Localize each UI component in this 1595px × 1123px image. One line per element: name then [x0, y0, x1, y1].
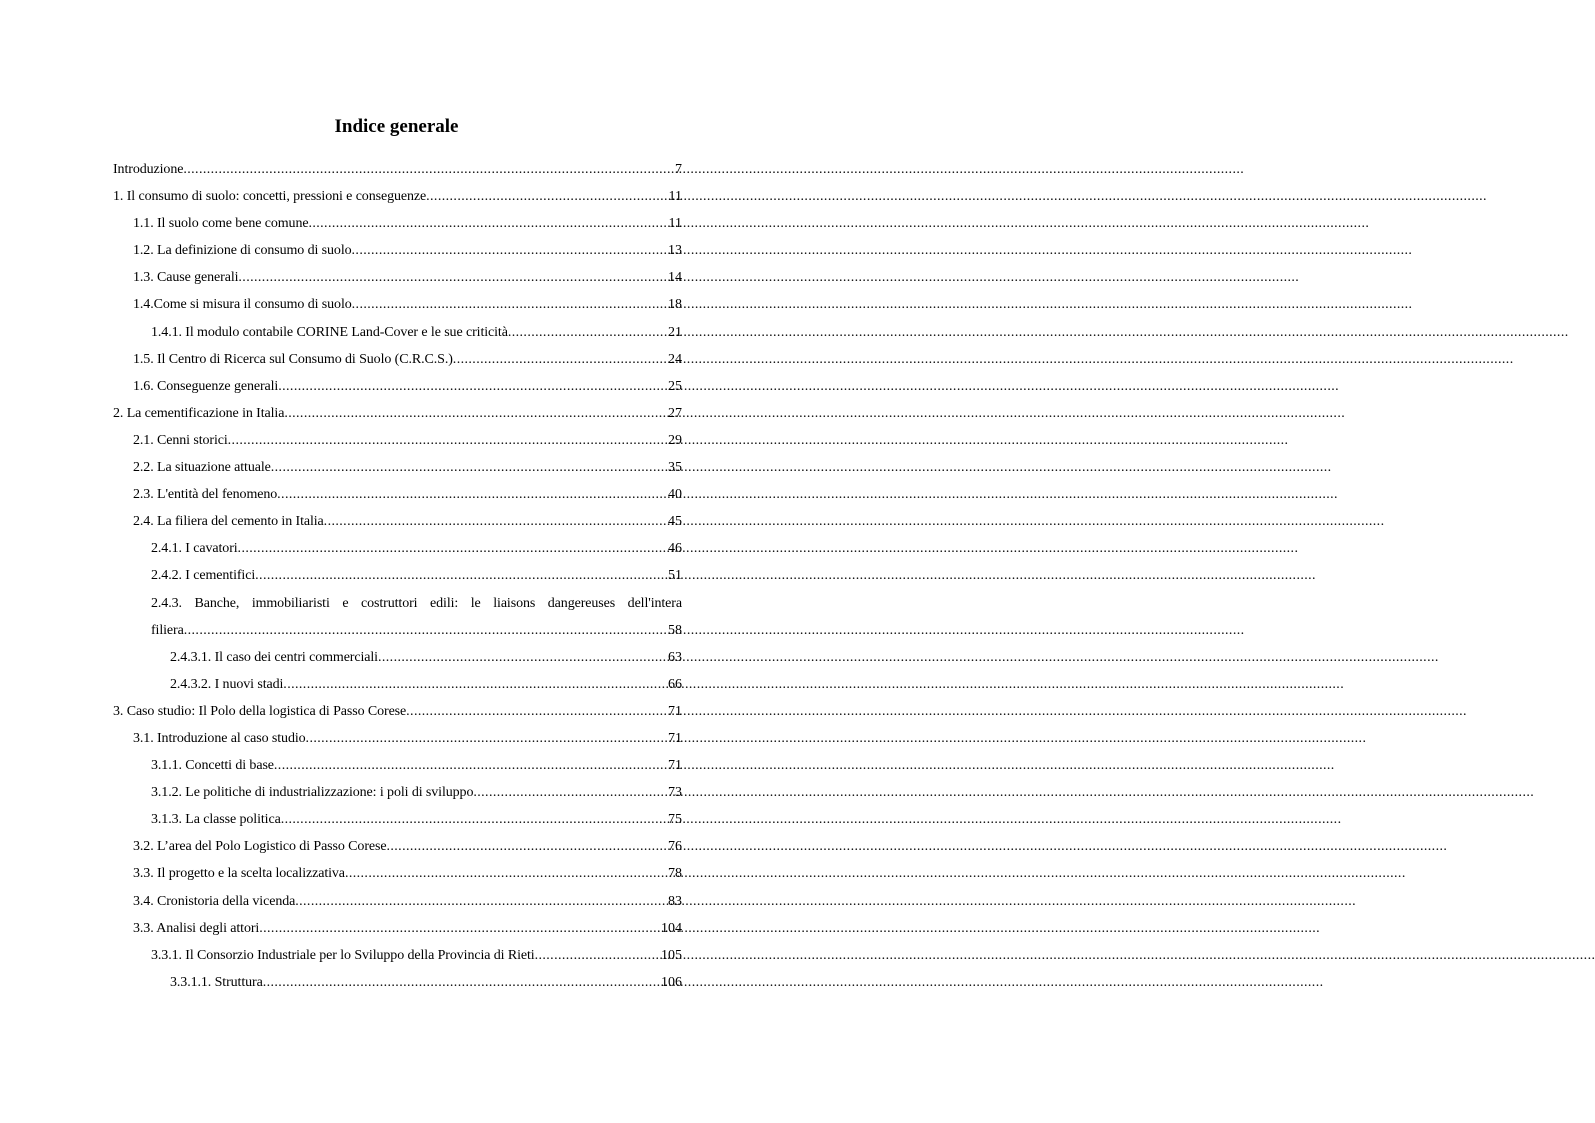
- toc-entry-title: 3.1.1. Concetti di base: [151, 758, 274, 774]
- toc-entry[interactable]: [113, 264, 682, 291]
- toc-dot-leader: [453, 346, 668, 373]
- toc-entry-page-number: 25: [668, 378, 682, 394]
- toc-entry[interactable]: [113, 346, 682, 373]
- toc-dot-leader: [535, 942, 661, 969]
- toc-entry-page-number: 24: [668, 351, 682, 367]
- toc-entry-title: 3. Caso studio: Il Polo della logistica di Passo Corese: [113, 703, 407, 719]
- toc-entry[interactable]: [113, 373, 682, 400]
- toc-entry[interactable]: [113, 237, 682, 264]
- toc-dot-leader: [426, 183, 668, 210]
- toc-dot-leader: [259, 915, 661, 942]
- toc-dot-leader: [306, 725, 668, 752]
- toc-entry-title: 2.4.2. I cementifici: [151, 568, 256, 584]
- toc-entry-title: 3.3. Il progetto e la scelta localizzativa: [133, 866, 345, 882]
- toc-entry-title: 3.1.2. Le politiche di industrializzazione: i poli di sviluppo: [151, 785, 474, 801]
- toc-entry-page-number: 13: [668, 243, 682, 259]
- toc-dot-leader: [277, 481, 668, 508]
- toc-entry-page-number: 106: [661, 974, 682, 990]
- toc-entry[interactable]: [113, 969, 682, 996]
- toc-entry-page-number: 40: [668, 487, 682, 503]
- toc-entry[interactable]: [113, 644, 682, 671]
- toc-dot-leader: [508, 319, 668, 346]
- toc-entry-title: 3.4. Cronistoria della vicenda: [133, 893, 296, 909]
- toc-entry-title: 1.3. Cause generali: [133, 270, 239, 286]
- toc-entry-page-number: 11: [668, 189, 682, 205]
- toc-entry-page-number: 104: [661, 920, 682, 936]
- page-title: Indice generale: [334, 116, 459, 137]
- toc-entry[interactable]: [113, 535, 682, 562]
- toc-entry-title: 2.2. La situazione attuale: [133, 460, 271, 476]
- toc-dot-leader: [378, 644, 668, 671]
- toc-dot-leader: [271, 454, 668, 481]
- toc-entry-title: 2.4. La filiera del cemento in Italia: [133, 514, 324, 530]
- toc-entry[interactable]: [113, 481, 682, 508]
- toc-entry[interactable]: [113, 319, 682, 346]
- toc-entry-page-number: 76: [668, 839, 682, 855]
- toc-dot-leader: [473, 779, 668, 806]
- toc-entry-page-number: 14: [668, 270, 682, 286]
- toc-entry[interactable]: [113, 400, 682, 427]
- toc-entry[interactable]: [113, 698, 682, 725]
- toc-entry-title: Introduzione: [113, 162, 184, 177]
- toc-dot-leader: [352, 291, 668, 318]
- toc-entry[interactable]: [113, 183, 682, 210]
- toc-entry[interactable]: [113, 454, 682, 481]
- toc-entry[interactable]: [113, 752, 682, 779]
- toc-entry[interactable]: [113, 671, 682, 698]
- toc-entry-page-number: 78: [668, 866, 682, 882]
- toc-entry-page-number: 45: [668, 514, 682, 530]
- toc-dot-leader: [295, 888, 668, 915]
- toc-entry[interactable]: [113, 427, 682, 454]
- toc-entry-title: 3.3.1.1. Struttura: [170, 974, 263, 990]
- toc-entry-title: 1.6. Conseguenze generali: [133, 378, 279, 394]
- toc-dot-leader: [255, 562, 668, 589]
- toc-dot-leader: [238, 535, 668, 562]
- toc-entry-page-number: 29: [668, 432, 682, 448]
- toc-entry-title: 1.2. La definizione di consumo di suolo: [133, 243, 352, 259]
- toc-entry-title: 1.4.1. Il modulo contabile CORINE Land-Cover e le sue criticità: [151, 324, 508, 340]
- toc-entry-page-number: 71: [668, 730, 682, 746]
- toc-entry-page-number: 105: [661, 947, 682, 963]
- toc-dot-leader: [345, 860, 668, 887]
- toc-dot-leader: [263, 969, 661, 996]
- toc-entry-page-number: 11: [668, 216, 682, 232]
- toc-entry-title: 2.4.1. I cavatori: [151, 541, 238, 557]
- toc-entry[interactable]: [113, 508, 682, 535]
- toc-entry-page-number: 51: [668, 568, 682, 584]
- toc-entry-page-number: 46: [668, 541, 682, 557]
- toc-entry[interactable]: [113, 942, 682, 969]
- toc-entry-page-number: 73: [668, 785, 682, 801]
- toc-dot-leader: [324, 508, 668, 535]
- toc-entry-page-number: 35: [668, 460, 682, 476]
- toc-entry-page-number: 83: [668, 893, 682, 909]
- toc-entry-page-number: 27: [668, 405, 682, 421]
- toc-dot-leader: [284, 400, 668, 427]
- toc-entry[interactable]: [113, 617, 682, 644]
- toc-entry-page-number: 66: [668, 676, 682, 692]
- toc-entry-title: 3.1. Introduzione al caso studio: [133, 730, 306, 746]
- toc-entry-title: 1. Il consumo di suolo: concetti, pressioni e conseguenze: [113, 189, 427, 205]
- toc-entry[interactable]: [113, 888, 682, 915]
- toc-entry-title: 1.5. Il Centro di Ricerca sul Consumo di Suolo (C.R.C.S.): [133, 351, 453, 367]
- toc-entry[interactable]: [113, 725, 682, 752]
- toc-dot-leader: [228, 427, 668, 454]
- toc-entry-title: 1.1. Il suolo come bene comune: [133, 216, 309, 232]
- toc-entry-page-number: 18: [668, 297, 682, 313]
- toc-dot-leader: [386, 833, 668, 860]
- toc-entry[interactable]: [113, 156, 682, 183]
- toc-entry-title: 2.4.3.1. Il caso dei centri commerciali: [170, 649, 378, 665]
- toc-dot-leader: [308, 210, 668, 237]
- toc-dot-leader: [274, 752, 668, 779]
- toc-entry[interactable]: [113, 915, 682, 942]
- toc-entry-title: 2.4.3. Banche, immobiliaristi e costruttori edili: le liaisons dangereuses dell'intera: [151, 595, 682, 611]
- toc-dot-leader: [352, 237, 668, 264]
- toc-entry[interactable]: [113, 806, 682, 833]
- toc-entry[interactable]: [113, 779, 682, 806]
- toc-entry-page-number: 58: [668, 622, 682, 638]
- toc-entry-title: filiera: [151, 622, 184, 638]
- toc-dot-leader: [278, 373, 668, 400]
- toc-entry[interactable]: [113, 833, 682, 860]
- toc-entry[interactable]: [113, 210, 682, 237]
- toc-entry-page-number: 7: [675, 162, 682, 177]
- toc-entry-title: 3.2. L’area del Polo Logistico di Passo Corese: [133, 839, 387, 855]
- toc-entry-title: 3.3. Analisi degli attori: [133, 920, 260, 936]
- toc-entry-title: 2.4.3.2. I nuovi stadi: [170, 676, 284, 692]
- toc-dot-leader: [183, 156, 675, 183]
- toc-entry-title: 3.1.3. La classe politica: [151, 812, 281, 828]
- toc-entry[interactable]: [113, 590, 682, 617]
- toc-entry-page-number: 71: [668, 758, 682, 774]
- toc-entry-title: 1.4.Come si misura il consumo di suolo: [133, 297, 352, 313]
- toc-entry-page-number: 21: [668, 324, 682, 340]
- toc-entry-page-number: 71: [668, 703, 682, 719]
- toc-entry-page-number: 63: [668, 649, 682, 665]
- toc-dot-leader: [184, 617, 668, 644]
- table-of-contents: [113, 156, 682, 996]
- toc-entry[interactable]: [113, 291, 682, 318]
- toc-entry-title: 2. La cementificazione in Italia: [113, 405, 285, 421]
- toc-entry-title: 2.3. L'entità del fenomeno: [133, 487, 278, 503]
- toc-dot-leader: [283, 671, 668, 698]
- toc-entry-title: 3.3.1. Il Consorzio Industriale per lo Sviluppo della Provincia di Rieti: [151, 947, 535, 963]
- toc-dot-leader: [238, 264, 668, 291]
- toc-dot-leader: [281, 806, 668, 833]
- toc-dot-leader: [406, 698, 668, 725]
- toc-entry[interactable]: [113, 860, 682, 887]
- toc-entry-title: 2.1. Cenni storici: [133, 432, 228, 448]
- toc-entry-page-number: 75: [668, 812, 682, 828]
- toc-entry[interactable]: [113, 562, 682, 589]
